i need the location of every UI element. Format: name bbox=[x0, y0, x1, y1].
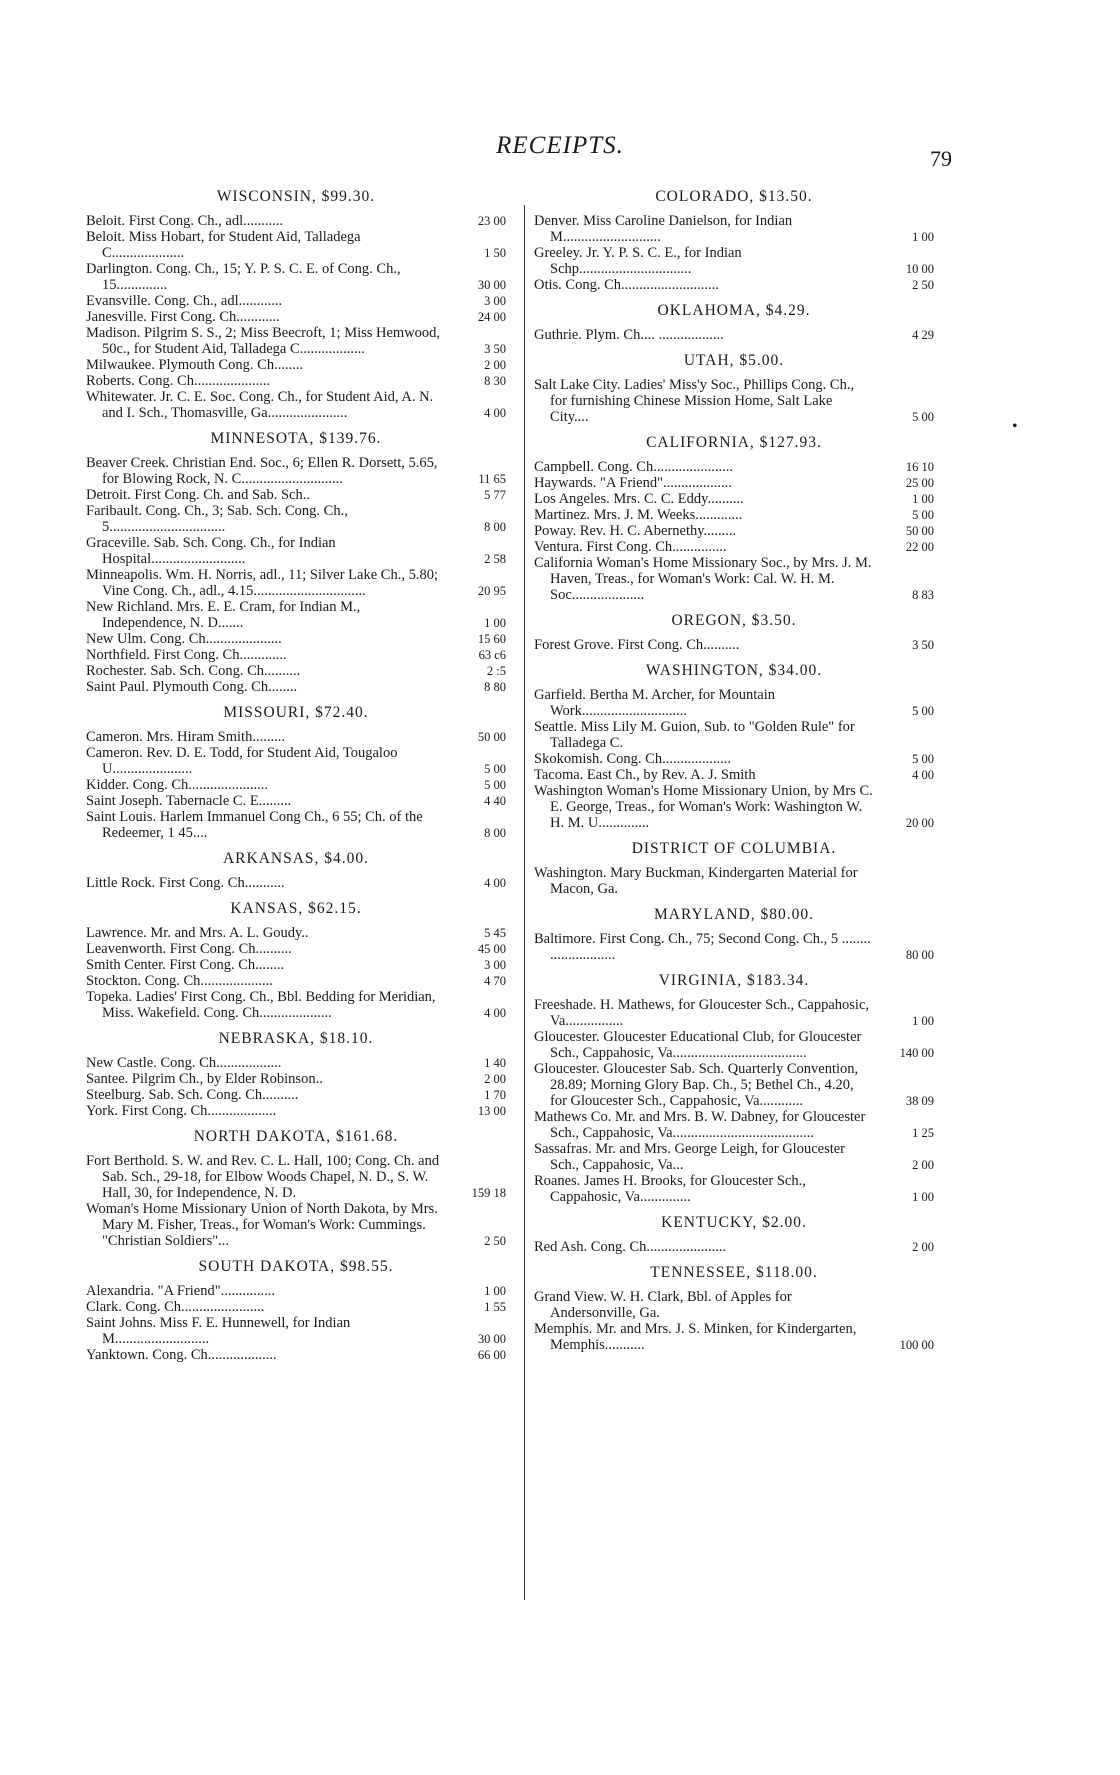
receipt-entry bbox=[534, 1061, 934, 1109]
receipt-entry bbox=[86, 229, 506, 261]
entry-amount: 20 95 bbox=[477, 584, 506, 598]
entry-amount: 20 00 bbox=[905, 816, 934, 830]
entry-amount: 2 50 bbox=[484, 1234, 506, 1248]
entry-amount: 50 00 bbox=[905, 524, 934, 538]
entry-amount: 2 00 bbox=[484, 1072, 506, 1086]
entry-text: Freeshade. H. Mathews, for Gloucester Sch., Cappahosic, Va................ bbox=[534, 997, 870, 1029]
receipt-entry bbox=[534, 637, 934, 653]
receipt-entry bbox=[534, 931, 934, 963]
entry-amount: 2 00 bbox=[912, 1240, 934, 1254]
receipt-entry bbox=[86, 1315, 506, 1347]
left-column bbox=[86, 188, 506, 1363]
state-heading: OKLAHOMA, $4.29. bbox=[657, 302, 811, 319]
entry-text: Haywards. "A Friend"................... bbox=[534, 475, 732, 491]
entry-text: Beloit. Miss Hobart, for Student Aid, Talladega C.................... bbox=[86, 229, 361, 261]
entry-amount: 4 00 bbox=[484, 876, 506, 890]
entry-amount: 30 00 bbox=[477, 278, 506, 292]
receipt-entry bbox=[86, 875, 506, 891]
receipt-entry bbox=[534, 751, 934, 767]
entry-amount: 3 00 bbox=[484, 958, 506, 972]
entry-text: Skokomish. Cong. Ch................... bbox=[534, 751, 731, 767]
state-heading: OREGON, $3.50. bbox=[671, 612, 797, 629]
state-heading: KENTUCKY, $2.00. bbox=[661, 1214, 807, 1231]
receipt-entry bbox=[86, 1103, 506, 1119]
entry-amount: 38 09 bbox=[905, 1094, 934, 1108]
entry-text: Red Ash. Cong. Ch...................... bbox=[534, 1239, 727, 1255]
entry-text: Memphis. Mr. and Mrs. J. S. Minken, for Kindergarten, Memphis........... bbox=[534, 1321, 857, 1353]
entry-text: New Castle. Cong. Ch.................. bbox=[86, 1055, 282, 1071]
column-divider bbox=[524, 205, 525, 1600]
entry-amount: 4 29 bbox=[912, 328, 934, 342]
entry-amount: 11 65 bbox=[478, 472, 506, 486]
entry-amount: 1 00 bbox=[484, 616, 506, 630]
receipt-entry bbox=[534, 213, 934, 245]
entry-amount: 5 45 bbox=[484, 926, 506, 940]
entry-text: Detroit. First Cong. Ch. and Sab. Sch.. bbox=[86, 487, 310, 503]
entry-text: Mathews Co. Mr. and Mrs. B. W. Dabney, for Gloucester Sch., Cappahosic, Va....................................... bbox=[534, 1109, 866, 1141]
entry-text: Cameron. Rev. D. E. Todd, for Student Aid, Tougaloo U...................... bbox=[86, 745, 398, 777]
receipt-entry bbox=[86, 535, 506, 567]
entry-amount: 5 00 bbox=[484, 778, 506, 792]
entry-amount: 8 83 bbox=[912, 588, 934, 602]
entry-amount: 3 50 bbox=[912, 638, 934, 652]
receipt-entry bbox=[86, 213, 506, 229]
entry-amount: 5 00 bbox=[912, 410, 934, 424]
page-title: RECEIPTS. bbox=[496, 132, 624, 159]
receipt-entry bbox=[86, 373, 506, 389]
receipt-entry bbox=[86, 309, 506, 325]
entry-amount: 8 00 bbox=[484, 520, 506, 534]
entry-text: Salt Lake City. Ladies' Miss'y Soc., Phillips Cong. Ch., for furnishing Chinese Mission Home, Salt Lake City.... bbox=[534, 377, 855, 425]
entry-amount: 4 40 bbox=[484, 794, 506, 808]
entry-amount: 1 00 bbox=[912, 1014, 934, 1028]
entry-text: Rochester. Sab. Sch. Cong. Ch.......... bbox=[86, 663, 301, 679]
state-heading: WASHINGTON, $34.00. bbox=[645, 662, 823, 679]
entry-amount: 2 :5 bbox=[486, 664, 506, 678]
receipt-entry bbox=[86, 973, 506, 989]
entry-text: Saint Joseph. Tabernacle C. E......... bbox=[86, 793, 292, 809]
entry-text: Garfield. Bertha M. Archer, for Mountain Work............................. bbox=[534, 687, 776, 719]
state-heading: NORTH DAKOTA, $161.68. bbox=[193, 1128, 399, 1145]
entry-text: Forest Grove. First Cong. Ch.......... bbox=[534, 637, 740, 653]
entry-amount: 8 80 bbox=[484, 680, 506, 694]
receipt-entry bbox=[534, 1109, 934, 1141]
receipt-entry bbox=[86, 1347, 506, 1363]
entry-amount: 15 60 bbox=[477, 632, 506, 646]
entry-text: California Woman's Home Missionary Soc., by Mrs. J. M. Haven, Treas., for Woman's Work: Cal. W. H. M. Soc.................... bbox=[534, 555, 872, 603]
entry-text: Los Angeles. Mrs. C. C. Eddy.......... bbox=[534, 491, 744, 507]
state-heading: NEBRASKA, $18.10. bbox=[218, 1030, 374, 1047]
entry-text: Whitewater. Jr. C. E. Soc. Cong. Ch., for Student Aid, A. N. and I. Sch., Thomasville, Ga...................... bbox=[86, 389, 434, 421]
state-heading: MISSOURI, $72.40. bbox=[223, 704, 369, 721]
receipt-entry bbox=[86, 261, 506, 293]
entry-amount: 25 00 bbox=[905, 476, 934, 490]
entry-amount: 80 00 bbox=[905, 948, 934, 962]
entry-amount: 66 00 bbox=[477, 1348, 506, 1362]
entry-amount: 1 40 bbox=[484, 1056, 506, 1070]
entry-text: Faribault. Cong. Ch., 3; Sab. Sch. Cong. Ch., 5................................ bbox=[86, 503, 348, 535]
receipt-entry bbox=[86, 647, 506, 663]
receipt-entry bbox=[86, 357, 506, 373]
entry-text: Saint Paul. Plymouth Cong. Ch........ bbox=[86, 679, 298, 695]
entry-amount: 159 18 bbox=[471, 1186, 506, 1200]
receipt-entry bbox=[86, 1283, 506, 1299]
entry-text: Santee. Pilgrim Ch., by Elder Robinson.. bbox=[86, 1071, 323, 1087]
receipt-entry bbox=[534, 1239, 934, 1255]
entry-amount: 45 00 bbox=[477, 942, 506, 956]
receipt-entry bbox=[534, 539, 934, 555]
entry-text: Washington. Mary Buckman, Kindergarten Material for Macon, Ga. bbox=[534, 865, 858, 897]
entry-amount: 1 00 bbox=[912, 1190, 934, 1204]
state-heading: CALIFORNIA, $127.93. bbox=[646, 434, 822, 451]
receipt-entry bbox=[534, 865, 934, 897]
receipt-entry bbox=[86, 389, 506, 421]
receipt-entry bbox=[534, 491, 934, 507]
entry-text: Tacoma. East Ch., by Rev. A. J. Smith bbox=[534, 767, 756, 783]
entry-text: Guthrie. Plym. Ch.... .................. bbox=[534, 327, 724, 343]
entry-amount: 1 70 bbox=[484, 1088, 506, 1102]
entry-text: Sassafras. Mr. and Mrs. George Leigh, for Gloucester Sch., Cappahosic, Va... bbox=[534, 1141, 845, 1173]
entry-text: Beaver Creek. Christian End. Soc., 6; Ellen R. Dorsett, 5.65, for Blowing Rock, N. C............................ bbox=[86, 455, 438, 487]
receipt-entry bbox=[86, 809, 506, 841]
entry-text: Martinez. Mrs. J. M. Weeks............. bbox=[534, 507, 743, 523]
entry-text: Denver. Miss Caroline Danielson, for Indian M........................... bbox=[534, 213, 793, 245]
receipt-entry bbox=[86, 777, 506, 793]
entry-text: Gloucester. Gloucester Educational Club, for Gloucester Sch., Cappahosic, Va..................................... bbox=[534, 1029, 862, 1061]
receipt-entry bbox=[86, 455, 506, 487]
entry-text: Greeley. Jr. Y. P. S. C. E., for Indian Schp............................... bbox=[534, 245, 742, 277]
entry-text: Saint Louis. Harlem Immanuel Cong Ch., 6 55; Ch. of the Redeemer, 1 45.... bbox=[86, 809, 423, 841]
entry-text: Milwaukee. Plymouth Cong. Ch........ bbox=[86, 357, 304, 373]
page-number: 79 bbox=[930, 146, 952, 171]
receipt-entry bbox=[86, 679, 506, 695]
receipt-entry bbox=[534, 783, 934, 831]
receipt-entry bbox=[86, 793, 506, 809]
receipt-entry bbox=[534, 555, 934, 603]
entry-text: Grand View. W. H. Clark, Bbl. of Apples for Andersonville, Ga. bbox=[534, 1289, 792, 1321]
entry-text: Roberts. Cong. Ch..................... bbox=[86, 373, 271, 389]
entry-amount: 13 00 bbox=[477, 1104, 506, 1118]
receipt-entry bbox=[86, 1299, 506, 1315]
receipt-entry bbox=[86, 729, 506, 745]
ink-dot-mark: • bbox=[1012, 418, 1018, 435]
receipt-entry bbox=[534, 1141, 934, 1173]
entry-amount: 1 55 bbox=[484, 1300, 506, 1314]
state-heading: DISTRICT OF COLUMBIA. bbox=[631, 840, 837, 857]
receipt-entry bbox=[534, 687, 934, 719]
entry-text: Fort Berthold. S. W. and Rev. C. L. Hall, 100; Cong. Ch. and Sab. Sch., 29-18, for Elbow Woods Chapel, N. D., S. W. Hall, 30, for Independence, N. D. bbox=[86, 1153, 440, 1201]
receipt-entry bbox=[86, 567, 506, 599]
entry-amount: 5 77 bbox=[484, 488, 506, 502]
entry-amount: 1 00 bbox=[912, 230, 934, 244]
entry-amount: 16 10 bbox=[905, 460, 934, 474]
receipt-entry bbox=[86, 487, 506, 503]
entry-text: Graceville. Sab. Sch. Cong. Ch., for Indian Hospital.......................... bbox=[86, 535, 336, 567]
receipt-entry bbox=[86, 631, 506, 647]
receipt-entry bbox=[534, 475, 934, 491]
receipt-entry bbox=[534, 245, 934, 277]
entry-text: Janesville. First Cong. Ch............ bbox=[86, 309, 280, 325]
entry-text: Leavenworth. First Cong. Ch.......... bbox=[86, 941, 292, 957]
receipt-entry bbox=[86, 1071, 506, 1087]
entry-text: Yanktown. Cong. Ch................... bbox=[86, 1347, 277, 1363]
entry-text: Northfield. First Cong. Ch............. bbox=[86, 647, 287, 663]
receipt-entry bbox=[534, 997, 934, 1029]
entry-amount: 4 00 bbox=[484, 406, 506, 420]
entry-text: Poway. Rev. H. C. Abernethy......... bbox=[534, 523, 737, 539]
entry-amount: 3 50 bbox=[484, 342, 506, 356]
receipt-entry bbox=[86, 325, 506, 357]
receipt-entry bbox=[534, 1029, 934, 1061]
entry-amount: 23 00 bbox=[477, 214, 506, 228]
entry-amount: 2 50 bbox=[912, 278, 934, 292]
entry-amount: 63 c6 bbox=[478, 648, 506, 662]
state-heading: UTAH, $5.00. bbox=[683, 352, 785, 369]
entry-amount: 5 00 bbox=[484, 762, 506, 776]
receipt-entry bbox=[534, 277, 934, 293]
receipt-entry bbox=[86, 989, 506, 1021]
entry-text: Ventura. First Cong. Ch............... bbox=[534, 539, 727, 555]
receipt-entry bbox=[534, 719, 934, 751]
entry-text: Baltimore. First Cong. Ch., 75; Second Cong. Ch., 5 ........ .................. bbox=[534, 931, 871, 963]
entry-text: Clark. Cong. Ch....................... bbox=[86, 1299, 265, 1315]
receipt-entry bbox=[534, 1321, 934, 1353]
entry-text: New Richland. Mrs. E. E. Cram, for Indian M., Independence, N. D....... bbox=[86, 599, 361, 631]
state-heading: VIRGINIA, $183.34. bbox=[658, 972, 810, 989]
entry-amount: 1 50 bbox=[484, 246, 506, 260]
state-heading: COLORADO, $13.50. bbox=[655, 188, 813, 205]
entry-text: Beloit. First Cong. Ch., adl........... bbox=[86, 213, 283, 229]
receipt-entry bbox=[86, 745, 506, 777]
entry-text: Little Rock. First Cong. Ch........... bbox=[86, 875, 285, 891]
entry-amount: 30 00 bbox=[477, 1332, 506, 1346]
entry-amount: 140 00 bbox=[899, 1046, 934, 1060]
receipt-entry bbox=[86, 1201, 506, 1249]
right-column bbox=[534, 188, 934, 1353]
entry-text: Seattle. Miss Lily M. Guion, Sub. to "Golden Rule" for Talladega C. bbox=[534, 719, 855, 751]
receipt-entry bbox=[86, 957, 506, 973]
receipt-entry bbox=[534, 767, 934, 783]
receipt-entry bbox=[86, 941, 506, 957]
entry-text: Evansville. Cong. Ch., adl............ bbox=[86, 293, 283, 309]
receipt-entry bbox=[534, 1173, 934, 1205]
state-heading: SOUTH DAKOTA, $98.55. bbox=[198, 1258, 394, 1275]
entry-text: Topeka. Ladies' First Cong. Ch., Bbl. Bedding for Meridian, Miss. Wakefield. Cong. Ch.................... bbox=[86, 989, 436, 1021]
entry-amount: 24 00 bbox=[477, 310, 506, 324]
entry-amount: 10 00 bbox=[905, 262, 934, 276]
state-heading: ARKANSAS, $4.00. bbox=[222, 850, 370, 867]
entry-text: Lawrence. Mr. and Mrs. A. L. Goudy.. bbox=[86, 925, 309, 941]
entry-amount: 5 00 bbox=[912, 752, 934, 766]
entry-text: Steelburg. Sab. Sch. Cong. Ch.......... bbox=[86, 1087, 299, 1103]
receipt-entry bbox=[534, 327, 934, 343]
state-heading: MARYLAND, $80.00. bbox=[654, 906, 814, 923]
entry-text: Saint Johns. Miss F. E. Hunnewell, for Indian M.......................... bbox=[86, 1315, 351, 1347]
receipt-entry bbox=[534, 523, 934, 539]
receipt-entry bbox=[86, 1087, 506, 1103]
receipt-entry bbox=[86, 663, 506, 679]
entry-text: Kidder. Cong. Ch...................... bbox=[86, 777, 269, 793]
entry-amount: 3 00 bbox=[484, 294, 506, 308]
receipt-entry bbox=[534, 507, 934, 523]
receipt-entry bbox=[86, 599, 506, 631]
entry-text: Madison. Pilgrim S. S., 2; Miss Beecroft, 1; Miss Hemwood, 50c., for Student Aid, Talladega C.................. bbox=[86, 325, 441, 357]
receipt-entry bbox=[86, 1153, 506, 1201]
entry-amount: 2 58 bbox=[484, 552, 506, 566]
receipt-entry bbox=[86, 293, 506, 309]
state-heading: MINNESOTA, $139.76. bbox=[210, 430, 382, 447]
entry-text: Otis. Cong. Ch........................... bbox=[534, 277, 719, 293]
entry-text: Stockton. Cong. Ch.................... bbox=[86, 973, 273, 989]
entry-text: New Ulm. Cong. Ch..................... bbox=[86, 631, 282, 647]
receipt-entry bbox=[86, 503, 506, 535]
entry-text: Washington Woman's Home Missionary Union, by Mrs C. E. George, Treas., for Woman's Work: Washington W. H. M. U.............. bbox=[534, 783, 873, 831]
receipt-entry bbox=[534, 459, 934, 475]
entry-amount: 8 00 bbox=[484, 826, 506, 840]
entry-amount: 50 00 bbox=[477, 730, 506, 744]
entry-amount: 22 00 bbox=[905, 540, 934, 554]
entry-text: Roanes. James H. Brooks, for Gloucester Sch., Cappahosic, Va.............. bbox=[534, 1173, 806, 1205]
entry-text: Smith Center. First Cong. Ch........ bbox=[86, 957, 285, 973]
entry-amount: 8 30 bbox=[484, 374, 506, 388]
entry-amount: 1 00 bbox=[484, 1284, 506, 1298]
entry-text: Minneapolis. Wm. H. Norris, adl., 11; Silver Lake Ch., 5.80; Vine Cong. Ch., adl., 4.15............................... bbox=[86, 567, 438, 599]
entry-amount: 4 00 bbox=[912, 768, 934, 782]
receipt-entry bbox=[86, 1055, 506, 1071]
entry-amount: 5 00 bbox=[912, 508, 934, 522]
entry-amount: 4 00 bbox=[484, 1006, 506, 1020]
state-heading: WISCONSIN, $99.30. bbox=[216, 188, 376, 205]
entry-text: Alexandria. "A Friend"............... bbox=[86, 1283, 276, 1299]
entry-text: York. First Cong. Ch................... bbox=[86, 1103, 277, 1119]
entry-text: Cameron. Mrs. Hiram Smith......... bbox=[86, 729, 285, 745]
entry-amount: 4 70 bbox=[484, 974, 506, 988]
entry-amount: 100 00 bbox=[899, 1338, 934, 1352]
entry-amount: 2 00 bbox=[912, 1158, 934, 1172]
state-heading: TENNESSEE, $118.00. bbox=[650, 1264, 818, 1281]
entry-amount: 1 00 bbox=[912, 492, 934, 506]
receipt-entry bbox=[86, 925, 506, 941]
entry-amount: 5 00 bbox=[912, 704, 934, 718]
entry-amount: 1 25 bbox=[912, 1126, 934, 1140]
entry-text: Campbell. Cong. Ch...................... bbox=[534, 459, 733, 475]
entry-amount: 2 00 bbox=[484, 358, 506, 372]
receipt-entry bbox=[534, 1289, 934, 1321]
entry-text: Gloucester. Gloucester Sab. Sch. Quarterly Convention, 28.89; Morning Glory Bap. Ch., 5; Bethel Ch., 4.20, for Gloucester Sch., Cappahosic, Va............ bbox=[534, 1061, 859, 1109]
receipt-entry bbox=[534, 377, 934, 425]
entry-text: Darlington. Cong. Ch., 15; Y. P. S. C. E. of Cong. Ch., 15.............. bbox=[86, 261, 401, 293]
state-heading: KANSAS, $62.15. bbox=[230, 900, 362, 917]
entry-text: Woman's Home Missionary Union of North Dakota, by Mrs. Mary M. Fisher, Treas., for Woman's Work: Cummings. "Christian Soldiers"... bbox=[86, 1201, 438, 1249]
